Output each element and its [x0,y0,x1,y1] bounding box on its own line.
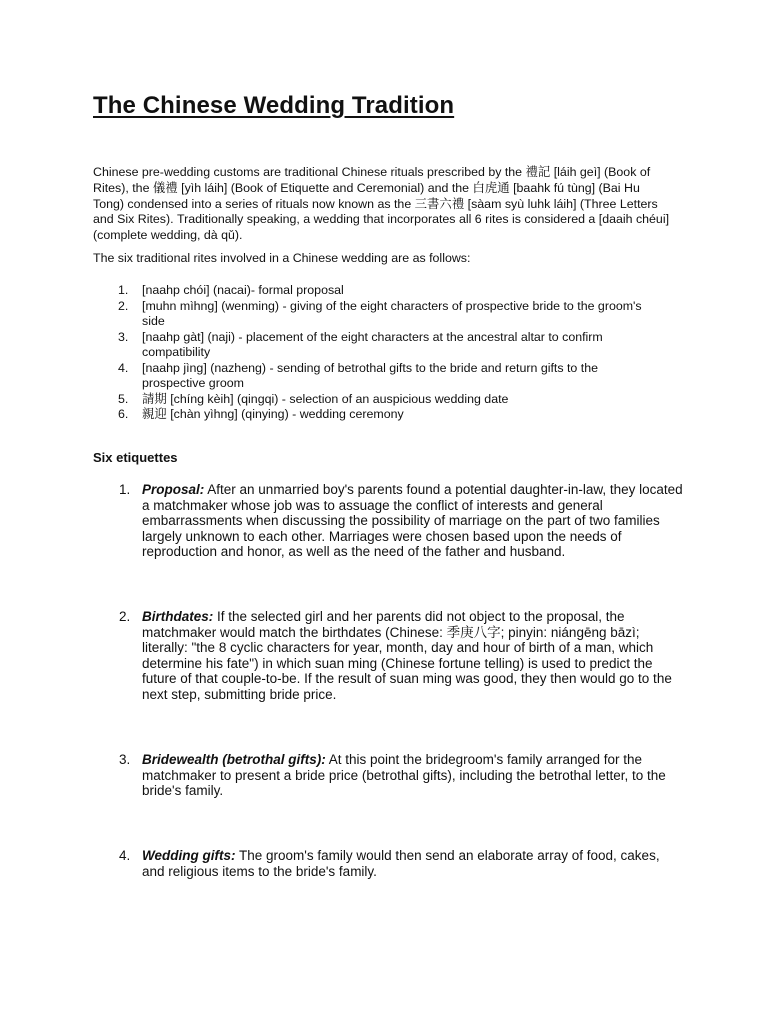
etiquette-term: Proposal: [142,482,205,497]
list-item: 1. [naahp chói] (nacai)- formal proposal [118,283,344,297]
etiquette-item: 2. Birthdates: If the selected girl and her parents did not object to the proposal, the matchmaker would match the birthdates (Chinese: 季庚八字; pinyin: niángēng bāzì; literally: "the 8 cyclic characters for year, month, day and hour of birth of a man, which determine his fate") in which suan ming (Chinese fortune telling) is used to predict the future of that couple-to-be. If the result of suan ming was good, they then would go to the next step, submitting bride price. [119,609,672,702]
list-item: 6. 親迎 [chàn yìhng] (qinying) - wedding ceremony [118,407,404,421]
list-item: 5. 請期 [chíng kèih] (qingqi) - selection of an auspicious wedding date [118,391,509,406]
etiquette-item: 3. Bridewealth (betrothal gifts): At this point the bridegroom's family arranged for the matchmaker to present a bride price (betrothal gifts), including the betrothal letter, to the bride's family. [119,752,666,799]
section-heading: Six etiquettes [93,450,178,465]
etiquette-term: Wedding gifts: [142,848,236,863]
list-item: 3. [naahp gàt] (naji) - placement of the eight characters at the ancestral altar to confirm compatibility [118,329,603,359]
intro-paragraph: Chinese pre-wedding customs are traditional Chinese rituals prescribed by the 禮記 [láih geì] (Book of Rites), the 儀禮 [yìh láih] (Book of Etiquette and Ceremonial) and the 白虎通 [baahk fú tùng] (Bai Hu Tong) condensed into a series of rituals now known as the 三書六禮 [sàam syù luhk láih] (Three Letters and Six Rites). Traditionally speaking, a wedding that incorporates all 6 rites is considered a [daaih chéui] (complete wedding, dà qǔ). [93,165,670,243]
page-title: The Chinese Wedding Tradition [93,92,455,119]
etiquette-term: Bridewealth (betrothal gifts): [142,752,326,767]
etiquette-item: 4. Wedding gifts: The groom's family would then send an elaborate array of food, cakes, and religious items to the bride's family. [119,848,660,879]
etiquette-term: Birthdates: [142,609,214,624]
etiquette-item: 1. Proposal: After an unmarried boy's parents found a potential daughter-in-law, they located a matchmaker whose job was to assuage the conflict of interests and general embarrassments when discussing the possibility of marriage on the part of two families largely unknown to each other. Marriages were chosen based upon the needs of reproduction and honor, as well as the need of the father and husband. [119,482,683,560]
rites-list [93,283,653,423]
rites-lead-paragraph: The six traditional rites involved in a Chinese wedding are as follows: [93,251,471,265]
list-item: 4. [naahp jìng] (nazheng) - sending of betrothal gifts to the bride and return gifts to the prospective groom [118,360,598,390]
list-item: 2. [muhn mìhng] (wenming) - giving of the eight characters of prospective bride to the groom's side [118,298,642,328]
